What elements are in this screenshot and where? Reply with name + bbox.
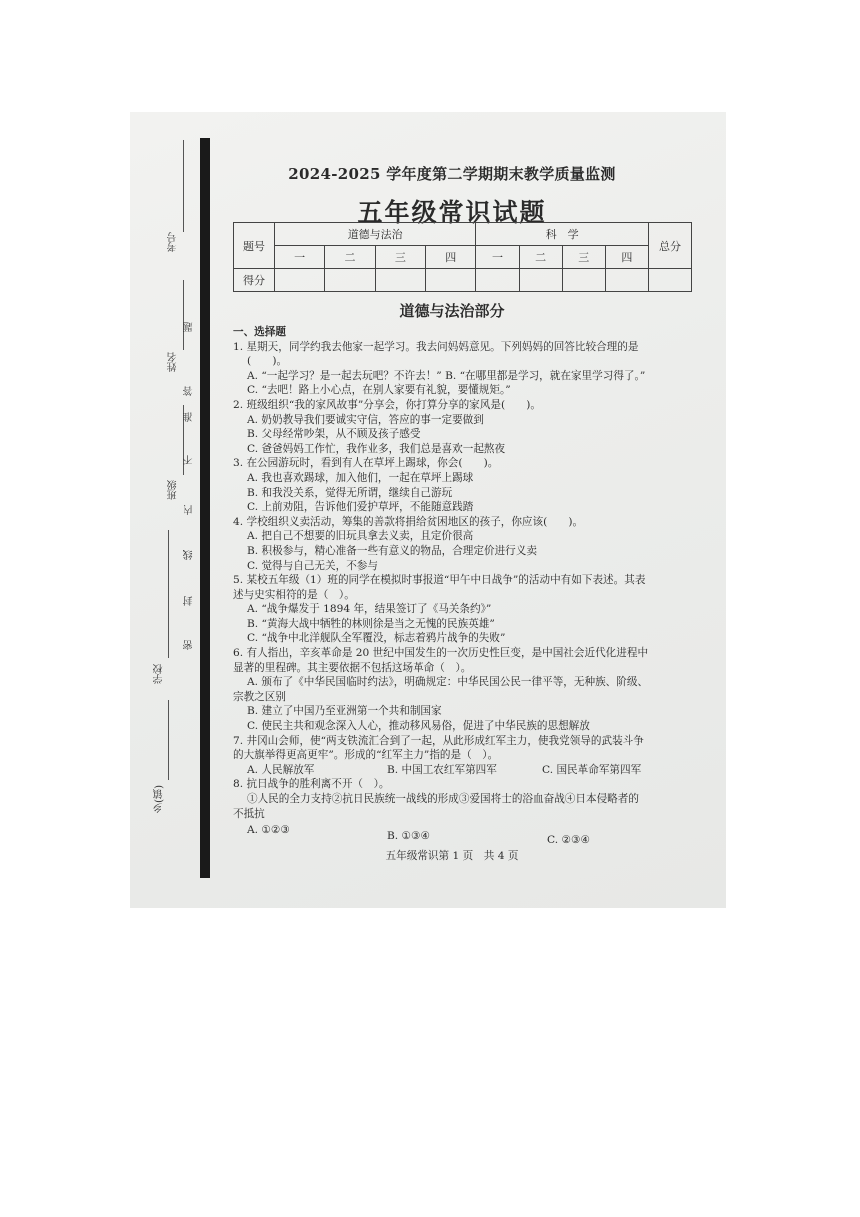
seal-char: 封 <box>184 596 195 606</box>
q8-option-c[interactable]: C. ②③④ <box>547 834 590 847</box>
q7-options <box>233 763 703 778</box>
question-heading: 一、选择题 <box>233 326 286 338</box>
total-header: 总分 <box>649 223 692 269</box>
q1-stem: 1. 星期天，同学约我去他家一起学习。我去问妈妈意见。下列妈妈的回答比较合理的是 <box>233 340 639 353</box>
q7-stem: 7. 井冈山会师，使“两支铁流汇合到了一起，从此形成红军主力，使我党领导的武装斗争 <box>233 734 644 747</box>
score-cell[interactable] <box>275 269 325 292</box>
q3-option-b[interactable]: B. 和我没关系，觉得无所谓，继续自己游玩 <box>247 486 453 499</box>
col-header: 一 <box>476 246 519 269</box>
q3-option-a[interactable]: A. 我也喜欢踢球，加入他们，一起在草坪上踢球 <box>247 471 474 484</box>
q4-option-a[interactable]: A. 把自己不想要的旧玩具拿去义卖，且定价很高 <box>247 530 474 543</box>
q8-statements: ①人民的全力支持②抗日民族统一战线的形成③爱国将士的浴血奋战④日本侵略者的 <box>247 793 639 805</box>
label-town: 乡(镇) <box>154 785 165 813</box>
label-exam-number: 考号 <box>168 232 179 252</box>
group-header-science: 科 学 <box>476 223 649 246</box>
label-name: 姓名 <box>168 352 179 372</box>
q7-option-c[interactable]: C. 国民革命军第四军 <box>542 763 642 776</box>
q5-option-a[interactable]: A. “战争爆发于 1894 年，结果签订了《马关条约》” <box>247 603 492 616</box>
exam-title: 2024-2025 学年度第二学期期末教学质量监测 <box>288 165 616 183</box>
seal-char: 题 <box>184 322 195 332</box>
q5-option-c[interactable]: C. “战争中北洋舰队全军覆没，标志着鸦片战争的失败” <box>247 632 506 645</box>
q6-option-c[interactable]: C. 使民主共和观念深入人心，推动移风易俗，促进了中华民族的思想解放 <box>247 720 590 733</box>
q7-stem-cont: 的大旗举得更高更牢”。形成的“红军主力”指的是（ ）。 <box>233 749 499 762</box>
col-header: 三 <box>375 246 425 269</box>
exam-subtitle: 五年级常识试题 <box>357 198 547 227</box>
exam-number-line <box>183 140 184 232</box>
seal-char: 准 <box>184 412 195 422</box>
q1-option-c[interactable]: C. “去吧！路上小心点，在别人家要有礼貌，要懂规矩。” <box>247 384 511 397</box>
q7-option-b[interactable]: B. 中国工农红军第四军 <box>387 763 497 776</box>
seal-char: 密 <box>184 640 195 650</box>
q6-stem: 6. 有人指出，辛亥革命是 20 世纪中国发生的一次历史性巨变，是中国社会近代化进程中 <box>233 647 649 660</box>
q8-options <box>233 823 703 848</box>
col-header: 一 <box>275 246 325 269</box>
row-label-question-number: 题号 <box>234 223 275 269</box>
col-header: 二 <box>519 246 562 269</box>
school-line <box>168 530 169 658</box>
score-cell[interactable] <box>605 269 648 292</box>
row-label-score: 得分 <box>234 269 275 292</box>
score-cell[interactable] <box>476 269 519 292</box>
col-header: 四 <box>426 246 476 269</box>
q6-option-a[interactable]: A. 颁布了《中华民国临时约法》，明确规定：中华民国公民一律平等，无种族、阶级、 <box>247 676 649 689</box>
q6-stem-cont: 显著的里程碑。其主要依据不包括这场革命（ ）。 <box>233 661 472 674</box>
seal-char: 答 <box>184 386 195 396</box>
seal-char: 线 <box>184 550 195 560</box>
score-cell[interactable] <box>375 269 425 292</box>
score-cell[interactable] <box>562 269 605 292</box>
q2-option-b[interactable]: B. 父母经常吵架，从不顾及孩子感受 <box>247 428 421 441</box>
q4-option-b[interactable]: B. 积极参与，精心准备一些有意义的物品，合理定价进行义卖 <box>247 544 537 557</box>
col-header: 三 <box>562 246 605 269</box>
q2-option-c[interactable]: C. 爸爸妈妈工作忙，我作业多，我们总是喜欢一起熬夜 <box>247 442 506 455</box>
group-header-morality: 道德与法治 <box>275 223 476 246</box>
q8-stem: 8. 抗日战争的胜利离不开（ ）。 <box>233 778 390 791</box>
name-line <box>183 280 184 350</box>
q4-stem: 4. 学校组织义卖活动，筹集的善款将捐给贫困地区的孩子，你应该( )。 <box>233 515 584 528</box>
q1-option-a[interactable]: A. “一起学习？是一起去玩吧？不许去！” <box>247 369 442 382</box>
section-title: 道德与法治部分 <box>399 302 505 320</box>
score-cell[interactable] <box>519 269 562 292</box>
q3-option-c[interactable]: C. 上前劝阻，告诉他们爱护草坪，不能随意践踏 <box>247 501 474 514</box>
col-header: 二 <box>325 246 375 269</box>
score-table <box>233 222 692 292</box>
q5-stem-cont: 述与史实相符的是（ ）。 <box>233 588 355 601</box>
q5-option-b[interactable]: B. “黄海大战中牺牲的林则徐是当之无愧的民族英雄” <box>247 617 495 630</box>
q6-option-b[interactable]: B. 建立了中国乃至亚洲第一个共和制国家 <box>247 705 442 718</box>
binding-strip <box>200 138 210 878</box>
questions-block <box>233 325 703 848</box>
q1-options-ab <box>233 369 703 384</box>
q8-statements-cont: 不抵抗 <box>233 807 265 820</box>
q3-stem: 3. 在公园游玩时，看到有人在草坪上踢球，你会( )。 <box>233 457 499 470</box>
q8-option-a[interactable]: A. ①②③ <box>247 824 290 837</box>
seal-char: 不 <box>184 455 195 465</box>
q4-option-c[interactable]: C. 觉得与自己无关，不参与 <box>247 559 378 572</box>
label-school: 学校 <box>154 664 165 684</box>
town-line <box>168 700 169 780</box>
q6-option-a-cont: 宗教之区别 <box>233 690 286 703</box>
q7-option-a[interactable]: A. 人民解放军 <box>247 763 315 776</box>
col-header: 四 <box>605 246 648 269</box>
q8-option-b[interactable]: B. ①③④ <box>387 830 431 843</box>
q2-stem: 2. 班级组织“我的家风故事”分享会，你打算分享的家风是( )。 <box>233 398 542 411</box>
seal-char: 内 <box>184 505 195 515</box>
label-class: 班级 <box>168 480 179 500</box>
total-score-cell[interactable] <box>649 269 692 292</box>
q5-stem: 5. 某校五年级（1）班的同学在模拟时事报道“甲午中日战争”的活动中有如下表述。其表 <box>233 574 646 587</box>
score-cell[interactable] <box>325 269 375 292</box>
q1-stem-cont: ( )。 <box>247 355 288 368</box>
page-footer: 五年级常识第 1 页 共 4 页 <box>385 850 519 862</box>
q1-option-b[interactable]: B. “在哪里都是学习，就在家里学习得了。” <box>445 369 646 382</box>
score-cell[interactable] <box>426 269 476 292</box>
q2-option-a[interactable]: A. 奶奶教导我们要诚实守信，答应的事一定要做到 <box>247 413 484 426</box>
